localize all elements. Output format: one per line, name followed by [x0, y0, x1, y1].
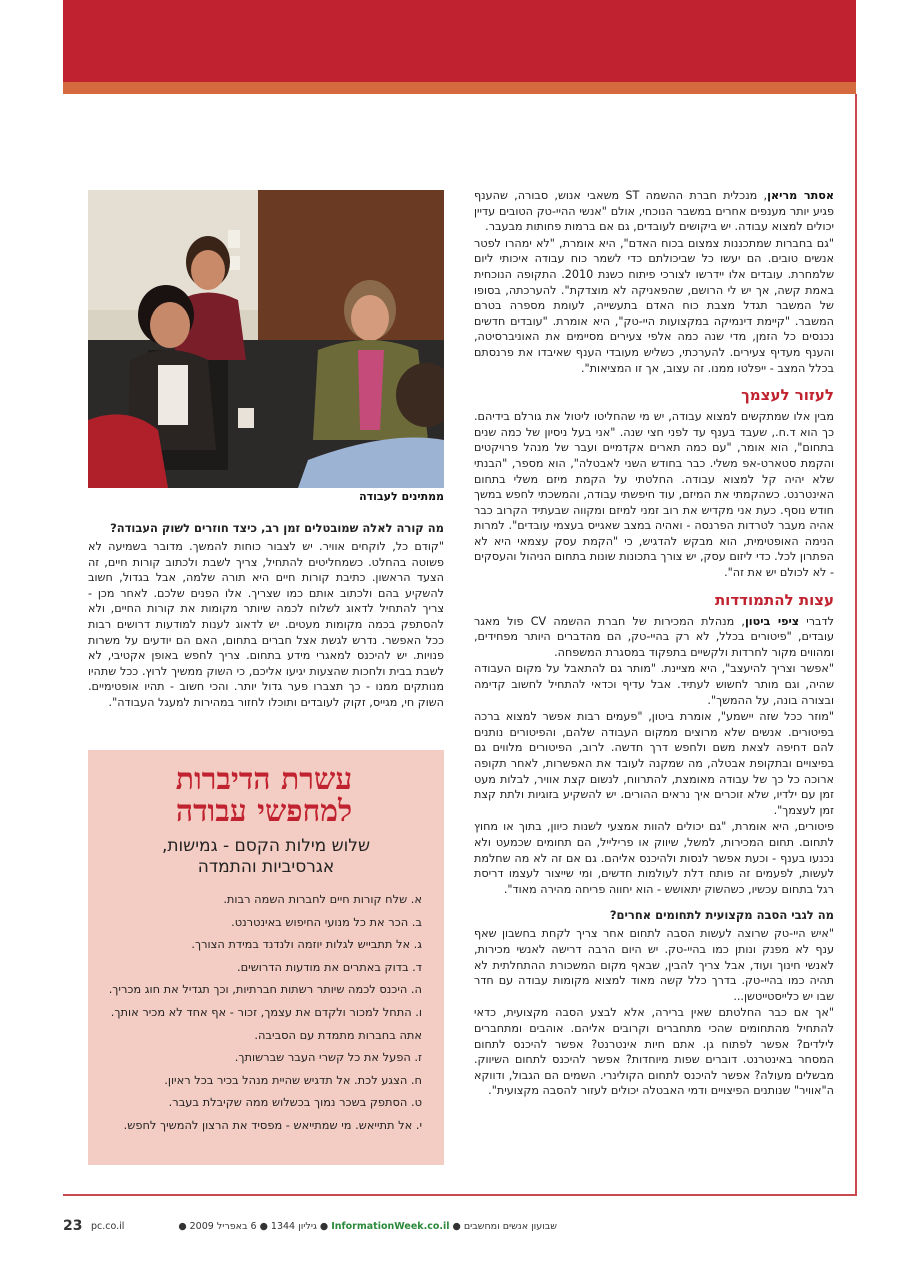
header-band: [63, 0, 856, 82]
sidebar-title: [114, 764, 414, 828]
paragraph-text: , מנכלית חברת ההשמה ST משאבי אנוש, סבורה, שהענף פגיע יותר מענפים אחרים במשבר הנוכחי, אולם "אנשי ההיי-טק הטובים עדיין יכולים למצוא עבודה. יש ביקושים לעובדים, גם אם ברמות פחותות מבעבר.: [474, 189, 834, 234]
footer-text: שבועון אנשים ומחשבים ●: [449, 1221, 557, 1232]
paragraph: "אך אם כבר החלטתם שאין ברירה, אלא לבצע הסבה מקצועית, כדאי להתחיל מהתחומים שהכי מתחברים וקרובים אליהם. אוהבים ומתחברים לילדים? אפשר לפתוח גן. אתם חיות אינטרנט? אפשר להיכנס לתחום המסחר באינטרנט. דוברים שפות מיוחדות? אפשר להיכנס לתחום השיווק. מבשלים מעולה? אפשר להיכנס לתחום הקולינרי. השמים הם הגבול, ודווקא ה"אוויר" שנותנים הפיצויים ודמי האבטלה יכולים לעזור להסבה מקצועית".: [474, 1006, 834, 1098]
paragraph: "אפשר וצריך להיעצב", היא מציינת. "מותר גם להתאבל על מקום העבודה שהיה, וגם מותר לחשוש לעתיד. אבל עדיף וכדאי להתחיל לחשוב קדימה ובצורה בונה, על ההמשך".: [474, 662, 834, 707]
section-heading: לעזור לעצמך: [741, 386, 834, 405]
page-frame-right: [855, 94, 857, 1194]
tips-sidebar: [88, 750, 444, 1165]
sidebar-subtitle-line: אגרסיביות והתמדה: [197, 857, 335, 877]
list-item: א. שלח קורות חיים לחברות השמה רבות.: [223, 892, 422, 906]
person-name: אסתר מריאן: [767, 189, 834, 202]
sidebar-subtitle-line: שלוש מילות הקסם - גמישות,: [161, 836, 371, 856]
footer-publication: [178, 1221, 557, 1232]
paragraph-text: , מנהלת המכירות של חברת ההשמה CV פול מאגר עובדים, "פיטורים בכלל, לא רק בהיי-טק, הם מהדברים היותר מפחידים, ומהווים מקור לחרדות ולקשיים בתפקוד במסגרת המשפחה.: [474, 614, 834, 659]
list-item: ו. התחל למכור ולקדם את עצמך, זכור - אף אחד לא מכיר אותך.: [110, 1004, 422, 1019]
list-item: ג. אל תתבייש לגלות יוזמה ולנדנד במידת הצורך.: [191, 937, 422, 952]
footer-url: pc.co.il: [91, 1221, 125, 1232]
paragraph: "איש היי-טק שרוצה לעשות הסבה לתחום אחר צריך לקחת בחשבון שאף ענף לא מפנק ונותן כמו בהיי-טק. יש היום הרבה דרישה לאנשי מכירות, לאנשי חינוך ועוד, אבל צריך להבין, שבאף מקום המשכורת ההתחלתית לא תהיה כמו בהיי-טק. בדרך כלל קשה מאוד למצוא מקומות עבודה עם חדר שבו יש כלייסטייטשן...: [474, 927, 834, 1003]
article-photo: [88, 190, 444, 488]
section-heading: עצות להתמודדות: [714, 590, 834, 609]
photo-illustration: [88, 190, 444, 488]
tips-list: [104, 892, 422, 1141]
page-frame-bottom: [63, 1194, 857, 1196]
list-item: ה. היכנס לכמה שיותר רשתות חברתיות, וכך תגדיל את חוג מכריך.: [108, 982, 422, 997]
list-item: ט. הסתפק בשכר נמוך בכשלוש ממה שקיבלת בעבר.: [168, 1095, 422, 1110]
footer-text: ● גיליון 1344 ● 6 באפריל 2009 ●: [178, 1221, 332, 1232]
question-heading: מה קורה לאלה שמובטלים זמן רב, כיצד חוזרים לשוק העבודה?: [110, 521, 444, 535]
header-stripe: [63, 82, 856, 94]
page-number: 23: [63, 1218, 83, 1234]
footer-site: InformationWeek.co.il: [331, 1221, 450, 1232]
paragraph: פיטורים, היא אומרת, "גם יכולים להוות אמצעי לשנות כיוון, בתוך או מחוץ לתחום. תחום המכירות, למשל, שיווק או פרילייל, הם תחומים שכמעט ולא נכנעו בענף - וכעת אפשר לנסות ולהיכנס אליהם. גם אם זה לא מה שחלמת לעשות, לפעמים זה פותח דלת לעולמות חדשים, ומי שייצור לעצמו דריסת רגל בתחום עכשיו, כשהשוק יתאושש - הוא יחווה פריחה מהירה מאוד".: [474, 820, 834, 896]
list-item: י. אל תתייאש. מי שמתייאש - מפסיד את הרצון להמשיך לחפש.: [123, 1117, 422, 1132]
page-footer: [63, 1220, 857, 1236]
sidebar-subtitle: [108, 836, 424, 878]
question-heading: מה לגבי הסבה מקצועית לתחומים אחרים?: [609, 908, 834, 923]
paragraph: "קודם כל, לוקחים אוויר. יש לצבור כוחות להמשך. מדובר בשמיעה לא פשוטה בהחלט. כשמחליטים להתחיל, צריך לשבת ולכתוב קורות חיים, זה הצעד הראשון. כתיבת קורות חיים היא תורה שלמה, אבל בגדול, חשוב להשקיע בהם ולכתוב אותם כמו שצריך. אלו הפנים שלכם. לאחר מכן - צריך להתחיל לדאוג לשלוח לכמה שיותר מקומות את קורות החיים, ולא להסתפק בכמה מקומות מעטים. יש לדאוג לענות למודעות דרושים רבות ככל האפשר. נדרש לגשת אצל חברים בתחום, האם הם יודעים על משרות פנויות. יש להיכנס למאגרי מידע בתחום. צריך לחפש באופן אקטיבי, לא לשבת בבית ולחכות שהצעות יגיעו אליכם, כי השוק ממשיך לרוץ. ככל שתהיו מנותקים ממנו - כך תצברו פער גדול יותר. והכי חשוב - תהיו אופטימיים. השוק חי, מגייס, זקוק לעובדים ותוכלו לחזור במהירות למעגל העבודה".: [88, 540, 444, 709]
paragraph: "מוזר ככל שזה יישמע", אומרת ביטון, "פעמים רבות אפשר למצוא ברכה בפיטורים. אנשים שלא מרוצים ממקום העבודה שלהם, והפיטורים נותנים להם דחיפה לצאת משם ולחפש דרך חדשה. לרוב, הפיטורים מלווים גם בפיצויים ובתקופת אבטלה, מה שמקנה לעובד את האפשרות, לאחר תקופה ארוכה כל כך של עבודה מאומצת, להתרווח, לנשום קצת אוויר, לבלות מעט זמן עם ילדיו, שלא זוכרים איך נראים ההורים. יש להשקיע בזוגיות ולתת קצת זמן לעצמך".: [474, 710, 834, 817]
person-name: ציפי ביטון: [744, 614, 800, 628]
photo-caption: ממתינים לעבודה: [359, 490, 444, 503]
list-item: ד. בדוק באתרים את מודעות הדרושים.: [236, 959, 422, 974]
sidebar-title-line: למחפשי עבודה: [175, 794, 353, 829]
paragraph: [474, 614, 834, 661]
list-item: ב. הכר את כל מנועי החיפוש באינטרנט.: [231, 914, 422, 929]
article-right-column: [474, 188, 834, 1100]
paragraph-text: לדברי: [799, 614, 834, 628]
list-item: אתה בחברות מתמדת עם הסביבה.: [254, 1027, 422, 1042]
list-item: ח. הצגע לכת. אל תדגיש שהיית מנהל בכיר בכל ראיון.: [164, 1072, 422, 1087]
paragraph: מבין אלו שמתקשים למצוא עבודה, יש מי שהחליטו ליטול את גורלם בידיהם. כך הוא ד.ח., שעבד בענף עד לפני חצי שנה. "אני בעל ניסיון של כמה שנים בתחום", הוא אומר, "עם כמה תארים אקדמיים ועבר של מנהל פרויקטים והקמת סטארט-אפ משלי. כבר בחודש השני לאבטלה", הוא מספר, "הבנתי שלא יהיה קל למצוא עבודה. החלטתי על הקמת מיזם משלי בתחום האינטרנט. כשהקמתי את המיזם, עוד חיפשתי עבודה, והמשכתי לחפש במשך חודש נוסף. כעת אני מקדיש את רוב זמני למיזם ומקווה שבעתיד הקרוב כבר אהיה מעבר לטרדות הפרנסה - ואהיה במצב שאגייס בעצמי עובדים". למרות הנימה האופטימית, הוא מבקש להדגיש, כי "הקמת עסק עצמאי היא לא הפתרון לכל. כדי ליזום עסק, יש צורך בתכונות שונות בתחום הניהול והעסקים - לא לכולם יש את זה".: [474, 410, 834, 580]
paragraph: "גם בחברות שמתכננות צמצום בכוח האדם", היא אומרת, "לא ימהרו לפטר אנשים טובים. הם יעשו כל שביכולתם כדי לשמר כוח עבודה איכותי ליום שלמחרת. עובדים אלו יידרשו לצורכי פיתוח כשנת 2010. התקופה הנוכחית באמת קשה, אך יש לי הרושם, שהפאניקה לא מוצדקת". להערכתה, בסופו של המשבר תגדל מצבת כוח האדם בתעשייה, לעומת מספרה בטרם המשבר. "קיימת דינמיקה במקצועות היי-טק", היא אומרת. "עובדים חדשים נכנסים כל הזמן, מדי שנה כמה אלפי צעירים מסיימים את האוניברסיטה, והענף מעדיף צעירים. להערכתי, כשליש מעובדי הענף שאיבדו את פרנסתם בכלל המצב - ייפלטו ממנו. זה עצוב, אך זו המציאות".: [474, 236, 835, 375]
list-item: ז. הפעל את כל קשרי העבר שברשותך.: [234, 1050, 422, 1065]
paragraph: [474, 188, 834, 235]
sidebar-title-line: עשרת הדיברות: [175, 762, 353, 797]
article-left-column: [88, 520, 444, 712]
